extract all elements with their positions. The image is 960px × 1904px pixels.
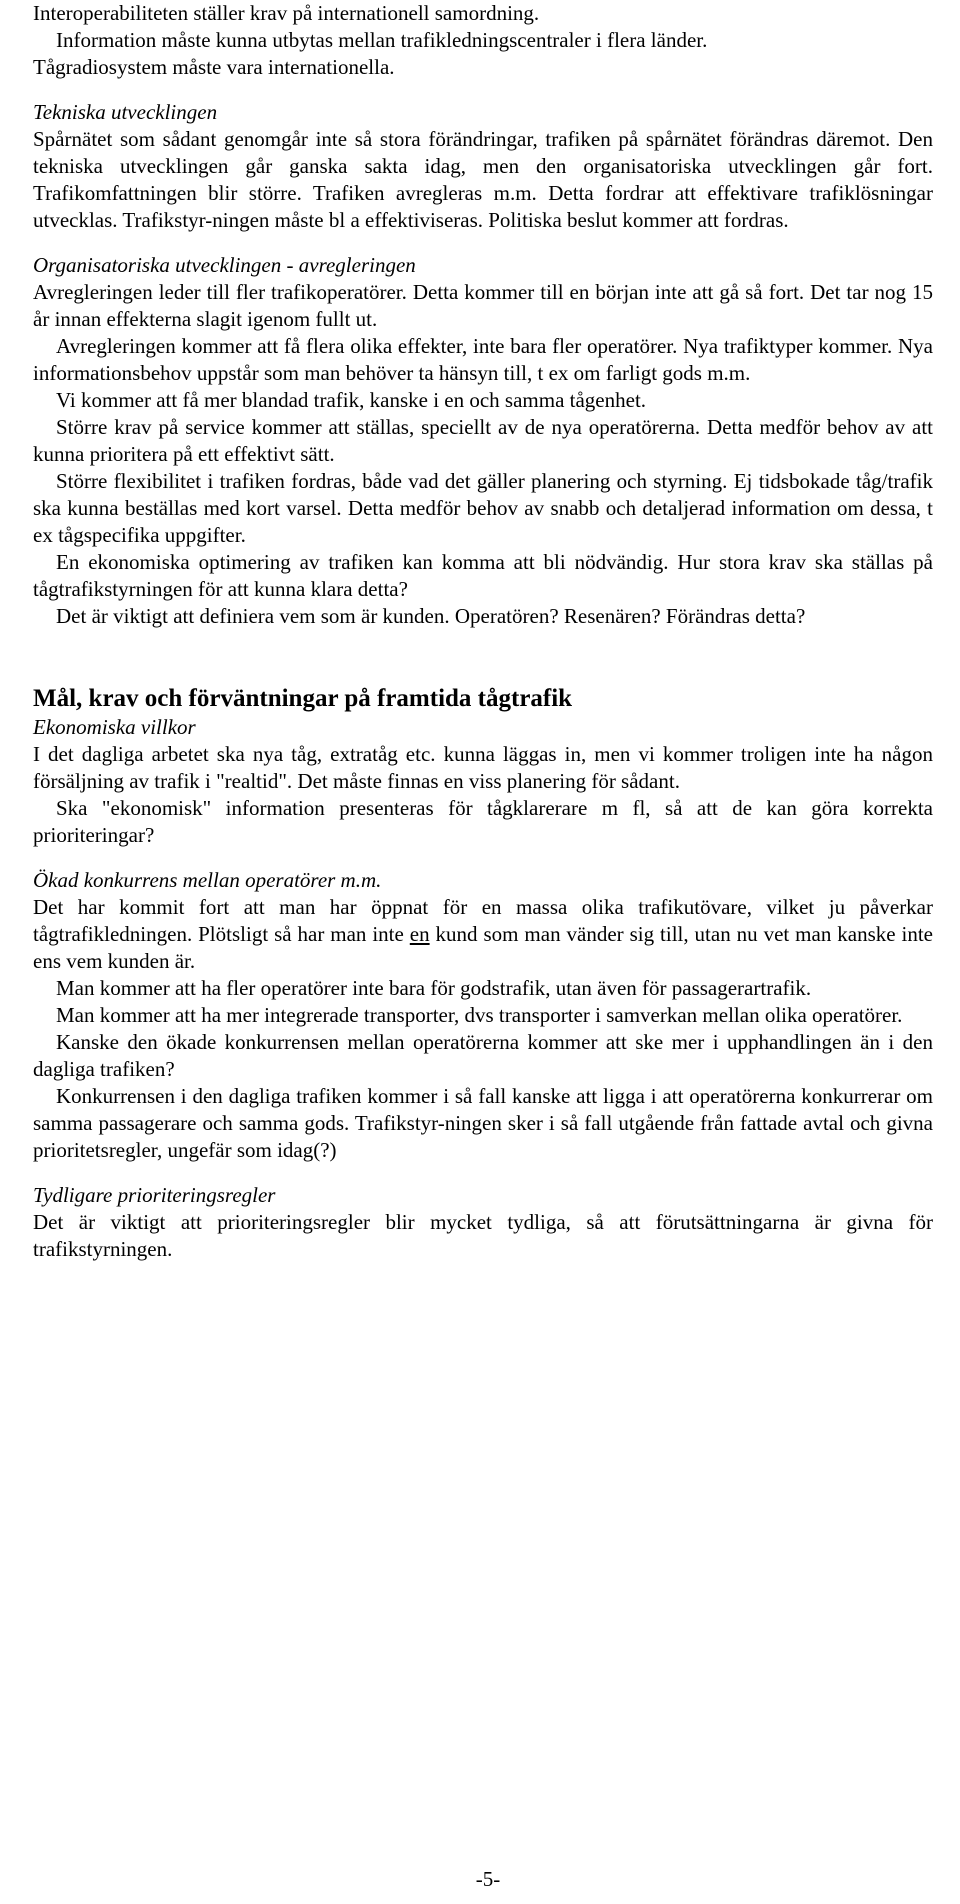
intro-line-3: Tågradiosystem måste vara internationella. — [33, 55, 395, 79]
paragraph-organisatoriska-3: Vi kommer att få mer blandad trafik, kanske i en och samma tågenhet. — [56, 388, 647, 412]
paragraph-organisatoriska-2: Avregleringen kommer att få flera olika effekter, inte bara fler operatörer. Nya trafiktyper kommer. Nya informationsbehov uppstår som man behöver ta hänsyn till, t ex om farligt gods m.m. — [33, 334, 933, 385]
paragraph-okad-1-after: kund som man vänder sig till, utan nu vet man kanske inte ens vem kunden är. — [33, 922, 933, 973]
paragraph-organisatoriska-5: Större flexibilitet i trafiken fordras, både vad det gäller planering och styrning. Ej tidsbokade tåg/trafik ska kunna beställas med kort varsel. Detta medför behov av snabb och detaljerad information om dessa, t ex tågspecifika uppgifter. — [33, 469, 933, 547]
paragraph-okad-4: Kanske den ökade konkurrensen mellan operatörerna kommer att ske mer i upphandlingen än i den dagliga trafiken? — [33, 1030, 933, 1081]
spacer — [33, 1164, 933, 1182]
spacer — [33, 234, 933, 252]
paragraph-tekniska: Spårnätet som sådant genomgår inte så stora förändringar, trafiken på spårnätet förändras däremot. Den tekniska utvecklingen går ganska sakta idag, men den organisatoriska utvecklingen går fort. Trafikomfattningen blir större. Trafiken avregleras m.m. Detta fordrar att effektivare trafiklösningar utvecklas. Trafikstyr-ningen måste bl a effektiviseras. Politiska beslut kommer att fordras. — [33, 127, 933, 232]
spacer — [33, 849, 933, 867]
intro-line-1: Interoperabiliteten ställer krav på internationell samordning. — [33, 1, 540, 25]
section-title: Mål, krav och förväntningar på framtida tågtrafik — [33, 685, 573, 712]
paragraph-okad-1 — [33, 894, 933, 975]
page-number: -5- — [475, 1867, 501, 1891]
paragraph-tydligare: Det är viktigt att prioriteringsregler blir mycket tydliga, så att förutsättningarna är givna för trafikstyrningen. — [33, 1210, 933, 1261]
heading-tydligare: Tydligare prioriteringsregler — [33, 1183, 276, 1207]
paragraph-okad-1-before: Det har kommit fort att man har öppnat för en massa olika trafikutövare, vilket ju påverkar tågtrafikledningen. Plötsligt så har man inte — [33, 895, 933, 946]
document-page — [33, 0, 933, 1263]
heading-okad-konkurrens: Ökad konkurrens mellan operatörer m.m. — [33, 868, 382, 892]
intro-line-2: Information måste kunna utbytas mellan trafikledningscentraler i flera länder. — [56, 28, 708, 52]
paragraph-organisatoriska-6: En ekonomiska optimering av trafiken kan komma att bli nödvändig. Hur stora krav ska ställas på tågtrafikstyrningen för att kunna klara detta? — [33, 550, 933, 601]
heading-organisatoriska: Organisatoriska utvecklingen - avregleringen — [33, 253, 416, 277]
paragraph-organisatoriska-4: Större krav på service kommer att ställas, speciellt av de nya operatörerna. Detta medför behov av att kunna prioritera på ett effektivt sätt. — [33, 415, 933, 466]
spacer — [33, 630, 933, 684]
paragraph-organisatoriska-1: Avregleringen leder till fler trafikoperatörer. Detta kommer till en början inte att gå så fort. Det tar nog 15 år innan effekterna slagit igenom fullt ut. — [33, 280, 933, 331]
heading-tekniska: Tekniska utvecklingen — [33, 100, 218, 124]
paragraph-okad-3: Man kommer att ha mer integrerade transporter, dvs transporter i samverkan mellan olika operatörer. — [56, 1003, 903, 1027]
paragraph-okad-5: Konkurrensen i den dagliga trafiken kommer i så fall kanske att ligga i att operatörerna konkurrerar om samma passagerare och samma gods. Trafikstyr-ningen sker i så fall utgående från fattade avtal och givna prioritetsregler, ungefär som idag(?) — [33, 1084, 933, 1162]
paragraph-okad-2: Man kommer att ha fler operatörer inte bara för godstrafik, utan även för passagerartrafik. — [56, 976, 812, 1000]
spacer — [33, 81, 933, 99]
paragraph-okad-1-underlined: en — [409, 922, 430, 946]
heading-ekonomiska: Ekonomiska villkor — [33, 715, 196, 739]
paragraph-ekonomiska-2: Ska "ekonomisk" information presenteras för tågklarerare m fl, så att de kan göra korrekta prioriteringar? — [33, 796, 933, 847]
paragraph-organisatoriska-7: Det är viktigt att definiera vem som är kunden. Operatören? Resenären? Förändras detta? — [56, 604, 806, 628]
paragraph-ekonomiska-1: I det dagliga arbetet ska nya tåg, extratåg etc. kunna läggas in, men vi kommer troligen inte ha någon försäljning av trafik i "realtid". Det måste finnas en viss planering för sådant. — [33, 742, 933, 793]
